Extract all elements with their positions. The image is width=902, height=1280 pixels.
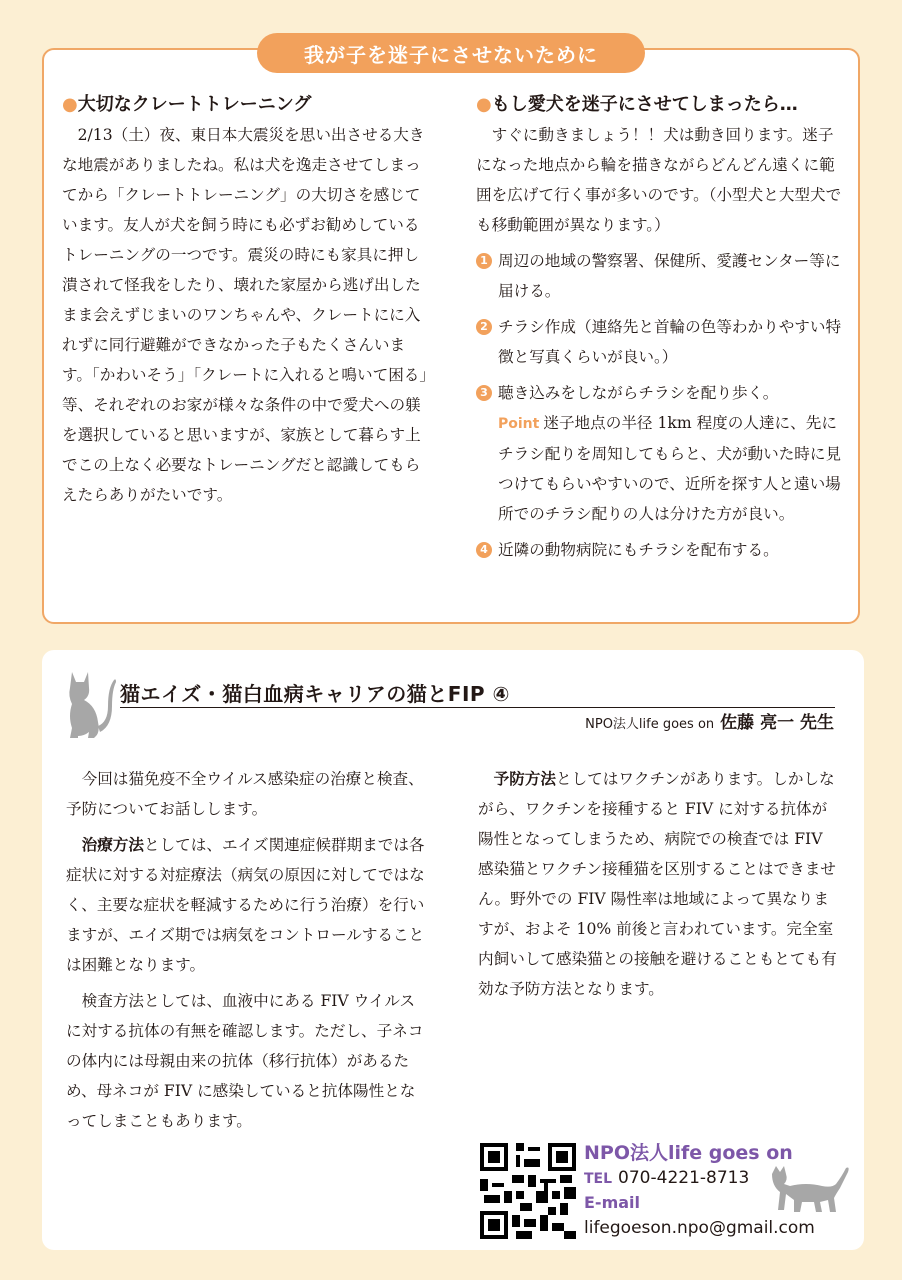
prevention-term: 予防方法 xyxy=(493,769,556,788)
list-item xyxy=(476,246,842,306)
crate-training-column xyxy=(62,90,432,510)
tel-number[interactable]: 070-4221-8713 xyxy=(618,1168,750,1188)
qr-code-icon xyxy=(480,1143,576,1239)
list-item xyxy=(476,535,842,565)
lost-dog-heading xyxy=(476,90,842,120)
step-number-badge: 2 xyxy=(476,319,492,335)
bullet-dot-icon: ● xyxy=(62,94,78,115)
step-number-badge: 1 xyxy=(476,253,492,269)
cat-silhouette-icon xyxy=(56,666,118,740)
author-line xyxy=(585,708,834,733)
tel-label: TEL xyxy=(584,1171,613,1187)
point-text: 迷子地点の半径 1km 程度の人達に、先にチラシ配りを周知してもらと、犬が動いた時に見つけてもらいやすいので、近所を探す人と遠い場所でのチラシ配りの人は分けた方が良い。 xyxy=(498,414,842,523)
walking-cat-icon xyxy=(766,1164,854,1214)
lost-dog-heading-text: もし愛犬を迷子にさせてしまったら… xyxy=(491,94,798,115)
step-number-badge: 4 xyxy=(476,542,492,558)
treatment-paragraph xyxy=(66,830,428,980)
list-item xyxy=(476,312,842,372)
steps-list xyxy=(476,246,842,565)
step-text: チラシ作成（連絡先と首輪の色等わかりやすい特徴と写真くらいが良い。） xyxy=(498,318,842,366)
step-number-badge: 3 xyxy=(476,385,492,401)
email-address[interactable]: lifegoeson.npo@gmail.com xyxy=(584,1218,815,1238)
article-title: 猫エイズ・猫白血病キャリアの猫とFIP ④ xyxy=(120,682,510,706)
contact-org: NPO法人life goes on xyxy=(584,1142,793,1164)
lost-dog-column xyxy=(476,90,842,565)
email-label: E-mail xyxy=(584,1193,641,1212)
intro-paragraph: 今回は猫免疫不全ウイルス感染症の治療と検査、予防についてお話しします。 xyxy=(66,770,424,818)
section-banner: 我が子を迷子にさせないために xyxy=(257,33,645,73)
treatment-term: 治療方法 xyxy=(81,835,144,854)
point-label: Point xyxy=(498,416,540,432)
treatment-column xyxy=(66,764,428,1136)
author-org: NPO法人life goes on xyxy=(585,717,715,732)
step-text: 近隣の動物病院にもチラシを配布する。 xyxy=(498,541,779,559)
crate-training-body: 2/13（土）夜、東日本大震災を思い出させる大きな地震がありましたね。私は犬を逸走させてしまってから「クレートトレーニング」の大切さを感じています。友人が犬を飼う時にも必ずお勧めしているトレーニングの一つです。震災の時にも家具に押し潰されて怪我をしたり、壊れた家屋から逃げ出したまま会えずじまいのワンちゃんや、クレートにに入れずに同行避難ができなかった子もたくさんいます。「かわいそう」「クレートに入れると鳴いて困る」等、それぞれのお家が様々な条件の中で愛犬への躾を選択していると思いますが、家族として暮らす上でこの上なく必要なトレーニングだと認識してもらえたらありがたいです。 xyxy=(62,126,428,504)
crate-training-heading-text: 大切なクレートトレーニング xyxy=(77,94,312,115)
testing-paragraph: 検査方法としては、血液中にある FIV ウイルスに対する抗体の有無を確認します。ただし、子ネコの体内には母親由来の抗体（移行抗体）があるため、母ネコが FIV に感染していると抗体陽性となってしまこともあります。 xyxy=(66,992,424,1130)
treatment-text: としては、エイズ関連症候群期までは各症状に対する対症療法（病気の原因に対してではなく、主要な症状を軽減するために行う治療）を行いますが、エイズ期では病気をコントロールすることは困難となります。 xyxy=(66,836,425,974)
step-text: 周辺の地域の警察署、保健所、愛護センター等に届ける。 xyxy=(498,252,841,300)
prevention-paragraph xyxy=(478,764,840,1004)
list-item xyxy=(476,378,842,529)
lost-dog-intro: すぐに動きましょう！！犬は動き回ります。迷子になった地点から輪を描きながらどんどん遠くに範囲を広げて行く事が多いのです。（小型犬と大型犬でも移動範囲が異なります。） xyxy=(476,126,842,234)
step-text: 聴き込みをしながらチラシを配り歩く。 xyxy=(498,384,779,402)
prevention-column xyxy=(478,764,840,1004)
crate-training-heading xyxy=(62,90,432,120)
prevention-text: としてはワクチンがあります。しかしながら、ワクチンを接種すると FIV に対する抗体が陽性となってしまうため、病院での検査では FIV 感染猫とワクチン接種猫を区別することはできません。野外での FIV 陽性率は地域によって異なりますが、およそ 10% 前後と言われています。完全室内飼いして感染猫との接触を避けることもとても有効な予防方法となります。 xyxy=(478,770,837,998)
author-name: 佐藤 亮一 先生 xyxy=(720,713,834,733)
bullet-dot-icon: ● xyxy=(476,94,492,115)
